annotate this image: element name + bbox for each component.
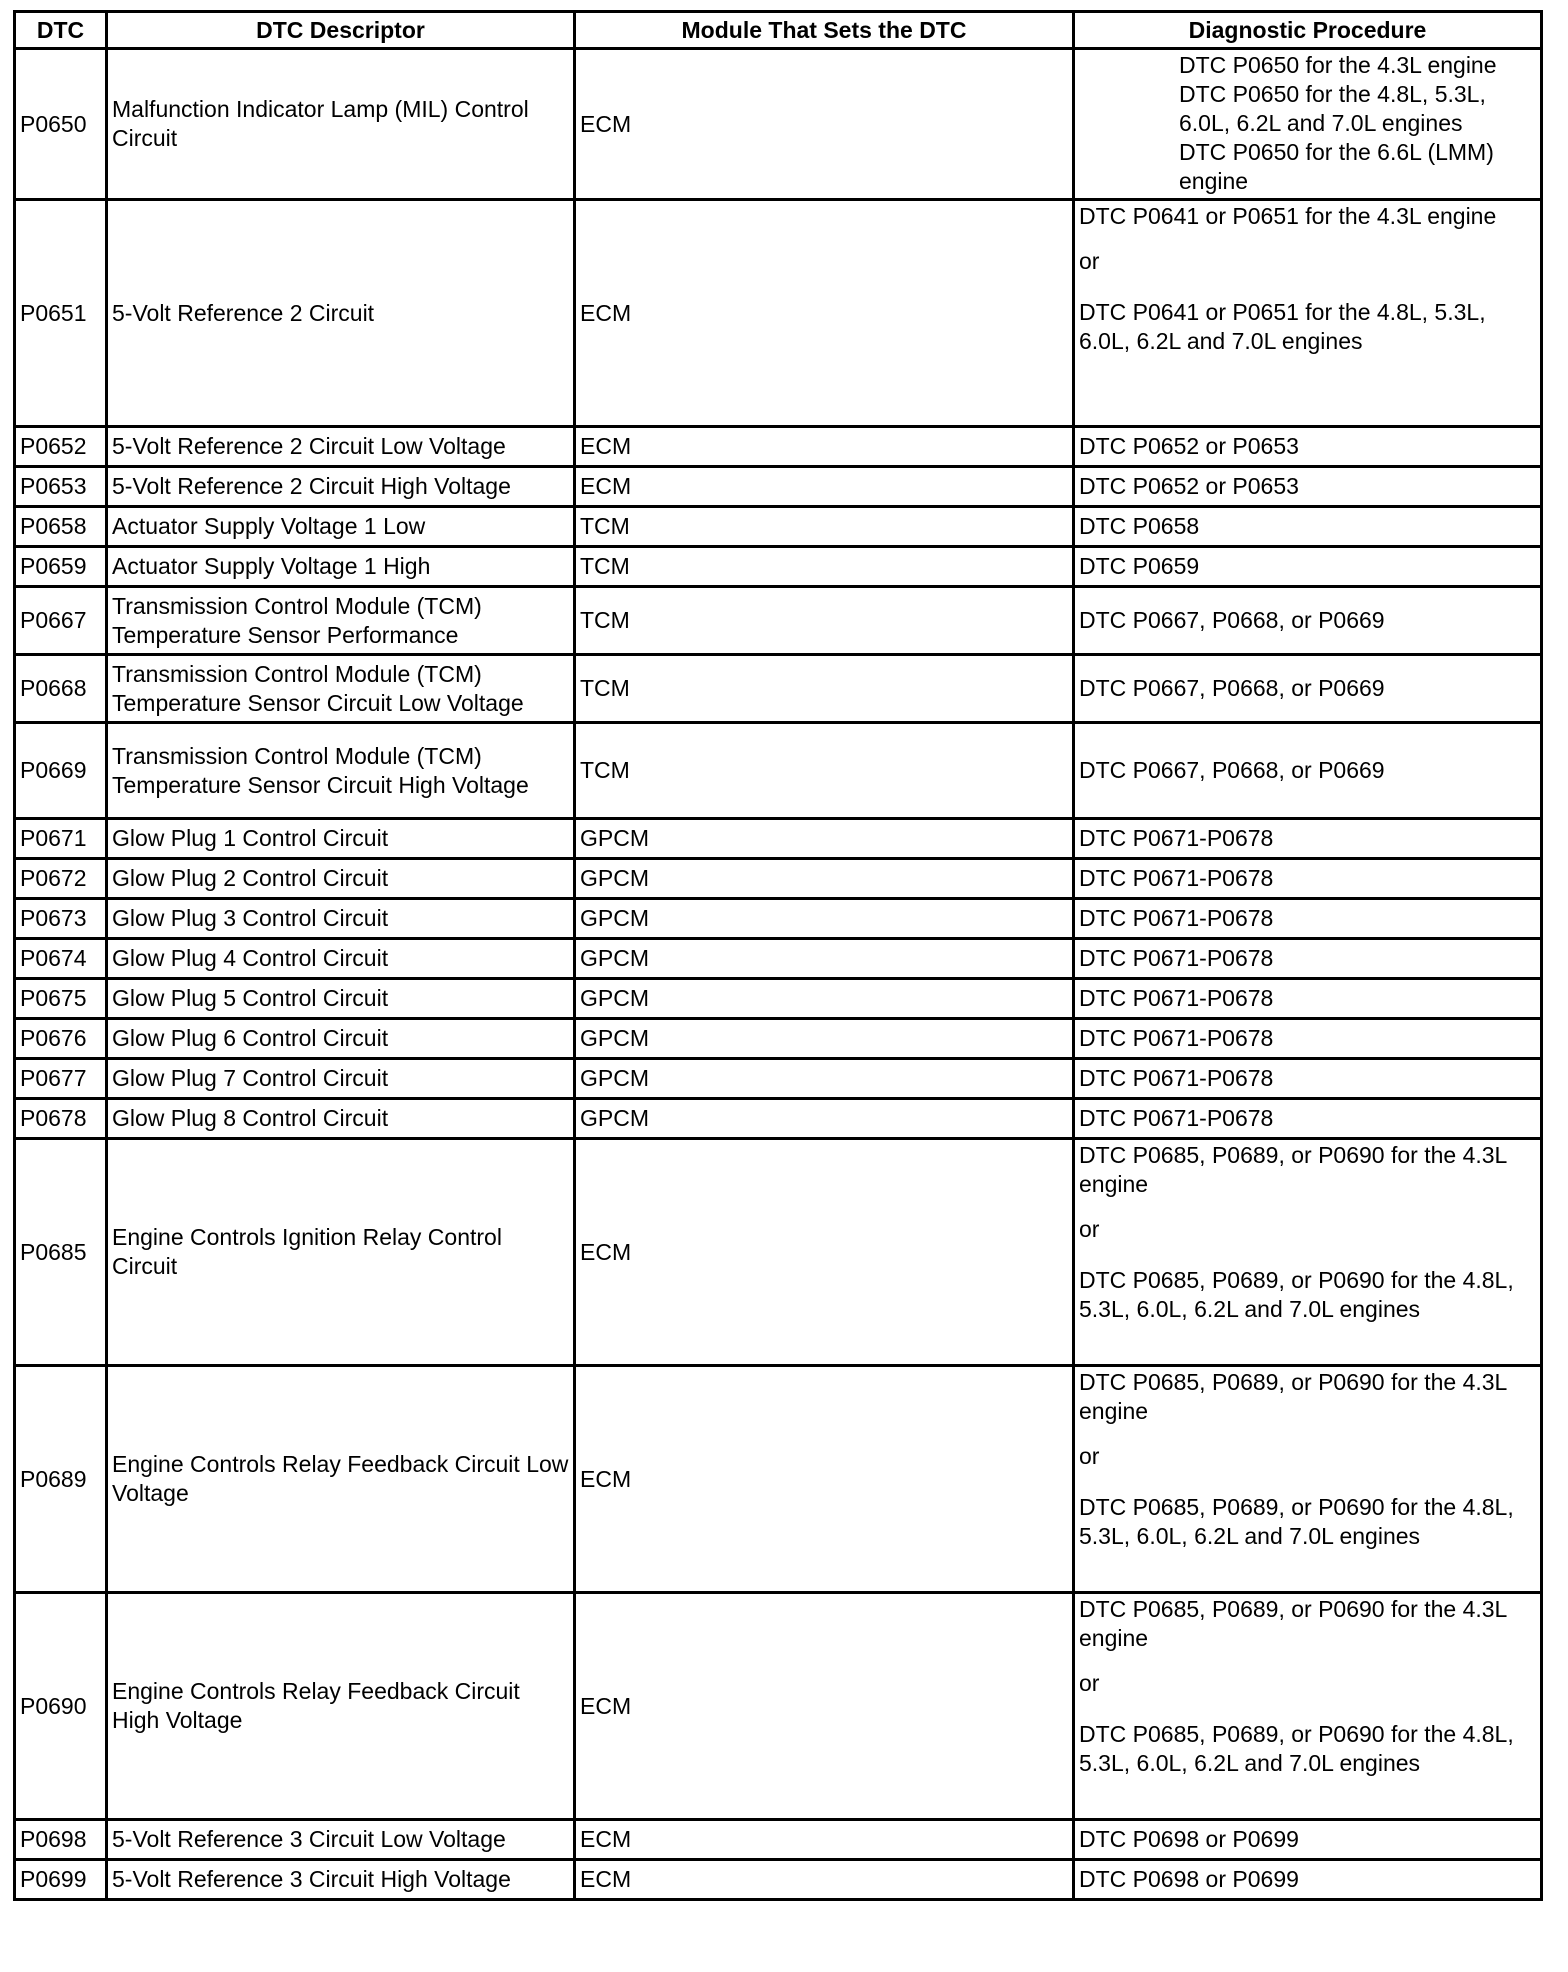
dtc-procedure-cell: DTC P0667, P0668, or P0669 <box>1074 723 1542 819</box>
dtc-descriptor-cell: Transmission Control Module (TCM) Temperature Sensor Performance <box>107 587 575 655</box>
dtc-descriptor-cell: Glow Plug 4 Control Circuit <box>107 939 575 979</box>
table-row <box>15 1366 1542 1593</box>
dtc-module-cell: GPCM <box>575 939 1074 979</box>
dtc-code-cell: P0685 <box>15 1139 107 1366</box>
header-dtc: DTC <box>15 12 107 49</box>
dtc-code-cell: P0678 <box>15 1099 107 1139</box>
procedure-line: DTC P0685, P0689, or P0690 for the 4.8L, 5.3L, 6.0L, 6.2L and 7.0L engines <box>1079 1721 1514 1776</box>
dtc-procedure-cell: DTC P0671-P0678 <box>1074 819 1542 859</box>
table-row <box>15 200 1542 427</box>
dtc-code-cell: P0674 <box>15 939 107 979</box>
table-row <box>15 467 1542 507</box>
procedure-line: DTC P0685, P0689, or P0690 for the 4.8L, 5.3L, 6.0L, 6.2L and 7.0L engines <box>1079 1267 1514 1322</box>
table-row <box>15 1860 1542 1900</box>
table-row <box>15 587 1542 655</box>
dtc-module-cell: TCM <box>575 655 1074 723</box>
dtc-module-cell: TCM <box>575 587 1074 655</box>
dtc-module-cell: ECM <box>575 1366 1074 1593</box>
table-row <box>15 1820 1542 1860</box>
procedure-line: DTC P0685, P0689, or P0690 for the 4.3L engine <box>1079 1596 1507 1651</box>
dtc-code-cell: P0669 <box>15 723 107 819</box>
dtc-descriptor-cell: Transmission Control Module (TCM) Temperature Sensor Circuit Low Voltage <box>107 655 575 723</box>
dtc-descriptor-cell: Glow Plug 2 Control Circuit <box>107 859 575 899</box>
table-header-row <box>15 12 1542 49</box>
dtc-module-cell: ECM <box>575 1860 1074 1900</box>
dtc-code-cell: P0676 <box>15 1019 107 1059</box>
dtc-code-cell: P0667 <box>15 587 107 655</box>
dtc-code-cell: P0690 <box>15 1593 107 1820</box>
dtc-procedure-cell: DTC P0652 or P0653 <box>1074 427 1542 467</box>
dtc-procedure-cell: DTC P0671-P0678 <box>1074 979 1542 1019</box>
dtc-procedure-cell: DTC P0671-P0678 <box>1074 939 1542 979</box>
dtc-descriptor-cell: Engine Controls Relay Feedback Circuit Low Voltage <box>107 1366 575 1593</box>
procedure-line: or <box>1079 1443 1100 1469</box>
dtc-module-cell: GPCM <box>575 1099 1074 1139</box>
dtc-code-cell: P0668 <box>15 655 107 723</box>
table-row <box>15 547 1542 587</box>
dtc-module-cell: ECM <box>575 200 1074 427</box>
procedure-line: DTC P0685, P0689, or P0690 for the 4.3L engine <box>1079 1142 1507 1197</box>
table-row <box>15 1139 1542 1366</box>
dtc-code-cell: P0658 <box>15 507 107 547</box>
procedure-line: DTC P0685, P0689, or P0690 for the 4.3L engine <box>1079 1369 1507 1424</box>
procedure-line: or <box>1079 1670 1100 1696</box>
dtc-procedure-cell <box>1074 200 1542 427</box>
dtc-descriptor-cell: 5-Volt Reference 3 Circuit High Voltage <box>107 1860 575 1900</box>
dtc-module-cell: ECM <box>575 467 1074 507</box>
dtc-descriptor-cell: Glow Plug 7 Control Circuit <box>107 1059 575 1099</box>
table-row <box>15 1593 1542 1820</box>
dtc-procedure-cell <box>1074 1593 1542 1820</box>
dtc-module-cell: TCM <box>575 547 1074 587</box>
header-descriptor: DTC Descriptor <box>107 12 575 49</box>
dtc-code-cell: P0699 <box>15 1860 107 1900</box>
dtc-code-cell: P0673 <box>15 899 107 939</box>
dtc-procedure-cell: DTC P0667, P0668, or P0669 <box>1074 587 1542 655</box>
table-row <box>15 723 1542 819</box>
dtc-procedure-cell: DTC P0659 <box>1074 547 1542 587</box>
dtc-descriptor-cell: Glow Plug 1 Control Circuit <box>107 819 575 859</box>
dtc-descriptor-cell: 5-Volt Reference 3 Circuit Low Voltage <box>107 1820 575 1860</box>
dtc-procedure-cell: DTC P0698 or P0699 <box>1074 1860 1542 1900</box>
dtc-module-cell: ECM <box>575 427 1074 467</box>
dtc-module-cell: ECM <box>575 1139 1074 1366</box>
dtc-descriptor-cell: Actuator Supply Voltage 1 High <box>107 547 575 587</box>
dtc-descriptor-cell: Engine Controls Relay Feedback Circuit High Voltage <box>107 1593 575 1820</box>
dtc-descriptor-cell: Malfunction Indicator Lamp (MIL) Control Circuit <box>107 49 575 200</box>
dtc-module-cell: GPCM <box>575 819 1074 859</box>
dtc-descriptor-cell: 5-Volt Reference 2 Circuit High Voltage <box>107 467 575 507</box>
dtc-descriptor-cell: Glow Plug 6 Control Circuit <box>107 1019 575 1059</box>
dtc-descriptor-cell: Glow Plug 8 Control Circuit <box>107 1099 575 1139</box>
dtc-module-cell: GPCM <box>575 859 1074 899</box>
table-row <box>15 979 1542 1019</box>
dtc-procedure-cell: DTC P0671-P0678 <box>1074 899 1542 939</box>
dtc-descriptor-cell: 5-Volt Reference 2 Circuit <box>107 200 575 427</box>
table-row <box>15 655 1542 723</box>
procedure-line: DTC P0650 for the 4.8L, 5.3L, 6.0L, 6.2L and 7.0L engines <box>1179 81 1486 136</box>
dtc-procedure-cell <box>1074 49 1542 200</box>
table-row <box>15 859 1542 899</box>
table-row <box>15 507 1542 547</box>
dtc-code-cell: P0671 <box>15 819 107 859</box>
dtc-code-cell: P0677 <box>15 1059 107 1099</box>
table-row <box>15 1059 1542 1099</box>
procedure-line: DTC P0650 for the 4.3L engine <box>1179 52 1497 78</box>
table-body <box>15 49 1542 1900</box>
dtc-module-cell: GPCM <box>575 899 1074 939</box>
procedure-line: DTC P0641 or P0651 for the 4.3L engine <box>1079 203 1497 229</box>
dtc-module-cell: TCM <box>575 507 1074 547</box>
dtc-code-cell: P0675 <box>15 979 107 1019</box>
table-row <box>15 1019 1542 1059</box>
procedure-line: DTC P0641 or P0651 for the 4.8L, 5.3L, 6.0L, 6.2L and 7.0L engines <box>1079 299 1486 354</box>
dtc-module-cell: ECM <box>575 1820 1074 1860</box>
dtc-code-cell: P0650 <box>15 49 107 200</box>
dtc-code-cell: P0659 <box>15 547 107 587</box>
dtc-procedure-cell: DTC P0698 or P0699 <box>1074 1820 1542 1860</box>
procedure-line: DTC P0685, P0689, or P0690 for the 4.8L, 5.3L, 6.0L, 6.2L and 7.0L engines <box>1079 1494 1514 1549</box>
procedure-line: or <box>1079 1216 1100 1242</box>
dtc-procedure-cell: DTC P0671-P0678 <box>1074 1059 1542 1099</box>
dtc-descriptor-cell: 5-Volt Reference 2 Circuit Low Voltage <box>107 427 575 467</box>
dtc-module-cell: ECM <box>575 49 1074 200</box>
dtc-code-cell: P0689 <box>15 1366 107 1593</box>
table-row <box>15 899 1542 939</box>
dtc-descriptor-cell: Actuator Supply Voltage 1 Low <box>107 507 575 547</box>
dtc-descriptor-cell: Glow Plug 5 Control Circuit <box>107 979 575 1019</box>
dtc-descriptor-cell: Engine Controls Ignition Relay Control Circuit <box>107 1139 575 1366</box>
dtc-descriptor-cell: Transmission Control Module (TCM) Temperature Sensor Circuit High Voltage <box>107 723 575 819</box>
dtc-code-cell: P0672 <box>15 859 107 899</box>
header-procedure: Diagnostic Procedure <box>1074 12 1542 49</box>
dtc-procedure-cell: DTC P0671-P0678 <box>1074 1019 1542 1059</box>
dtc-code-cell: P0698 <box>15 1820 107 1860</box>
dtc-table <box>13 10 1543 1901</box>
table-row <box>15 819 1542 859</box>
dtc-module-cell: ECM <box>575 1593 1074 1820</box>
procedure-line: DTC P0650 for the 6.6L (LMM) engine <box>1179 139 1494 194</box>
header-module: Module That Sets the DTC <box>575 12 1074 49</box>
procedure-line: or <box>1079 248 1100 274</box>
dtc-procedure-cell <box>1074 1366 1542 1593</box>
dtc-code-cell: P0653 <box>15 467 107 507</box>
dtc-procedure-cell <box>1074 1139 1542 1366</box>
dtc-module-cell: GPCM <box>575 1059 1074 1099</box>
dtc-procedure-cell: DTC P0652 or P0653 <box>1074 467 1542 507</box>
dtc-procedure-cell: DTC P0658 <box>1074 507 1542 547</box>
dtc-module-cell: GPCM <box>575 1019 1074 1059</box>
dtc-module-cell: GPCM <box>575 979 1074 1019</box>
dtc-procedure-cell: DTC P0667, P0668, or P0669 <box>1074 655 1542 723</box>
table-row <box>15 939 1542 979</box>
dtc-module-cell: TCM <box>575 723 1074 819</box>
table-row <box>15 1099 1542 1139</box>
dtc-procedure-cell: DTC P0671-P0678 <box>1074 1099 1542 1139</box>
dtc-code-cell: P0651 <box>15 200 107 427</box>
dtc-descriptor-cell: Glow Plug 3 Control Circuit <box>107 899 575 939</box>
table-row <box>15 427 1542 467</box>
dtc-code-cell: P0652 <box>15 427 107 467</box>
table-row <box>15 49 1542 200</box>
dtc-procedure-cell: DTC P0671-P0678 <box>1074 859 1542 899</box>
